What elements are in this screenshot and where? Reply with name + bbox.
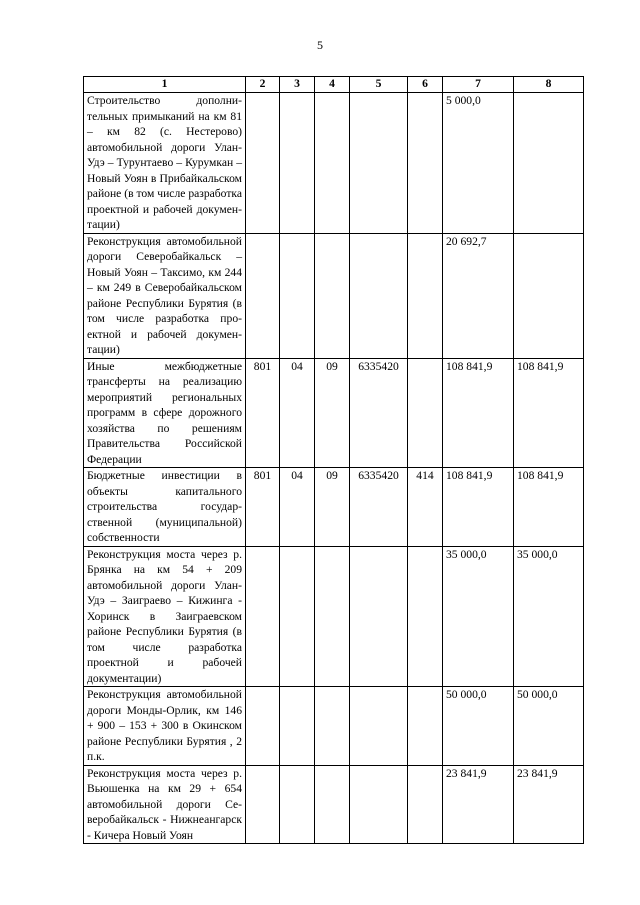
row-description: Реконструкция автомобильной дороги Северобайкальск – Новый Уоян – Таксимо, км 244 – км 249 в Северобайкальском районе Республики Бурятия (в том числе разработка проектной и рабочей документации) bbox=[84, 233, 246, 358]
cell-target-code bbox=[350, 233, 408, 358]
cell-section-code bbox=[280, 233, 315, 358]
column-header: 6 bbox=[408, 77, 443, 93]
row-description: Реконструкция моста через р. Вьюшенка на км 29 + 654 автомобильной дороги Северобайкальск - Нижнеангарск - Кичера Новый Уоян bbox=[84, 765, 246, 844]
cell-expense-type bbox=[408, 765, 443, 844]
cell-amount-total: 108 841,9 bbox=[443, 468, 514, 547]
cell-amount-total: 50 000,0 bbox=[443, 687, 514, 766]
cell-expense-type bbox=[408, 93, 443, 234]
cell-section-code bbox=[280, 687, 315, 766]
column-header: 8 bbox=[514, 77, 584, 93]
column-header: 3 bbox=[280, 77, 315, 93]
column-header: 4 bbox=[315, 77, 350, 93]
cell-subsection-code: 09 bbox=[315, 468, 350, 547]
cell-ministry-code bbox=[246, 687, 280, 766]
cell-subsection-code bbox=[315, 687, 350, 766]
cell-target-code: 6335420 bbox=[350, 358, 408, 468]
cell-target-code: 6335420 bbox=[350, 468, 408, 547]
cell-amount-total: 20 692,7 bbox=[443, 233, 514, 358]
cell-section-code bbox=[280, 765, 315, 844]
table-row bbox=[84, 93, 584, 234]
cell-ministry-code bbox=[246, 546, 280, 687]
column-header: 7 bbox=[443, 77, 514, 93]
row-description: Иные межбюджетные трансферты на реализацию мероприятий региональных программ в сфере дорожного хозяйства по решениям Правительства Российской Федерации bbox=[84, 358, 246, 468]
cell-amount-total: 23 841,9 bbox=[443, 765, 514, 844]
row-description: Реконструкция моста через р. Брянка на км 54 + 209 автомобильной дороги Улан-Удэ – Заиграево – Кижинга - Хоринск в Заиграевском районе Республики Бурятия (в том числе разработка проектной и рабочей документации) bbox=[84, 546, 246, 687]
page-number: 5 bbox=[317, 38, 323, 52]
cell-subsection-code bbox=[315, 233, 350, 358]
table-row bbox=[84, 687, 584, 766]
cell-ministry-code: 801 bbox=[246, 468, 280, 547]
cell-amount-federal: 35 000,0 bbox=[514, 546, 584, 687]
cell-ministry-code bbox=[246, 233, 280, 358]
table-header-row bbox=[84, 77, 584, 93]
column-header: 2 bbox=[246, 77, 280, 93]
cell-amount-federal bbox=[514, 233, 584, 358]
cell-amount-federal: 50 000,0 bbox=[514, 687, 584, 766]
cell-amount-federal: 108 841,9 bbox=[514, 358, 584, 468]
cell-amount-federal: 23 841,9 bbox=[514, 765, 584, 844]
cell-target-code bbox=[350, 765, 408, 844]
cell-section-code: 04 bbox=[280, 468, 315, 547]
table-row bbox=[84, 358, 584, 468]
cell-target-code bbox=[350, 93, 408, 234]
cell-expense-type bbox=[408, 546, 443, 687]
table-row bbox=[84, 546, 584, 687]
cell-subsection-code bbox=[315, 93, 350, 234]
cell-ministry-code bbox=[246, 765, 280, 844]
cell-expense-type bbox=[408, 358, 443, 468]
cell-section-code bbox=[280, 93, 315, 234]
cell-subsection-code bbox=[315, 546, 350, 687]
cell-amount-federal bbox=[514, 93, 584, 234]
cell-ministry-code bbox=[246, 93, 280, 234]
cell-expense-type: 414 bbox=[408, 468, 443, 547]
row-description: Реконструкция автомобильной дороги Монды-Орлик, км 146 + 900 – 153 + 300 в Окинском районе Республики Бурятия , 2 п.к. bbox=[84, 687, 246, 766]
table-row bbox=[84, 233, 584, 358]
row-description: Строительство дополнительных примыканий на км 81 – км 82 (с. Нестерово) автомобильной дороги Улан-Удэ – Турунтаево – Курумкан – Новый Уоян в Прибайкальском районе (в том числе разработка проектной и рабочей документации) bbox=[84, 93, 246, 234]
cell-target-code bbox=[350, 687, 408, 766]
column-header: 5 bbox=[350, 77, 408, 93]
budget-table bbox=[83, 76, 584, 844]
cell-amount-total: 5 000,0 bbox=[443, 93, 514, 234]
cell-amount-total: 35 000,0 bbox=[443, 546, 514, 687]
cell-expense-type bbox=[408, 233, 443, 358]
column-header: 1 bbox=[84, 77, 246, 93]
cell-subsection-code: 09 bbox=[315, 358, 350, 468]
cell-amount-federal: 108 841,9 bbox=[514, 468, 584, 547]
cell-section-code bbox=[280, 546, 315, 687]
cell-amount-total: 108 841,9 bbox=[443, 358, 514, 468]
cell-subsection-code bbox=[315, 765, 350, 844]
table-row bbox=[84, 765, 584, 844]
cell-target-code bbox=[350, 546, 408, 687]
cell-section-code: 04 bbox=[280, 358, 315, 468]
cell-expense-type bbox=[408, 687, 443, 766]
cell-ministry-code: 801 bbox=[246, 358, 280, 468]
row-description: Бюджетные инвестиции в объекты капитального строительства государственной (муниципальной) собственности bbox=[84, 468, 246, 547]
table-row bbox=[84, 468, 584, 547]
